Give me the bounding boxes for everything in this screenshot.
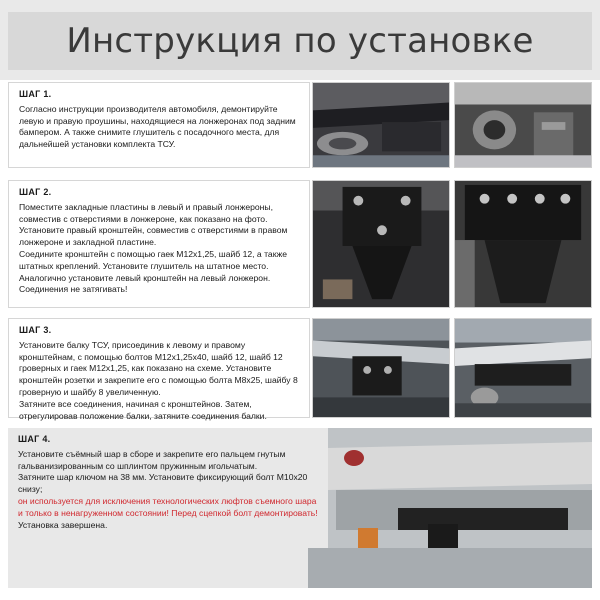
step-3-text xyxy=(8,318,310,421)
step-3-title: ШАГ 3. xyxy=(19,325,52,335)
step-1-line: Согласно инструкции производителя автомобиля, демонтируйте левую и правую проушины, находящиеся на лонжеронах под задним бампером. А также снимите глушитель с посадочного места, для дальнейшей установки комплекта ТСУ. xyxy=(19,103,296,150)
step-1 xyxy=(8,82,592,168)
step-2-title: ШАГ 2. xyxy=(19,187,52,197)
step-4-title: ШАГ 4. xyxy=(18,434,51,444)
step-3 xyxy=(8,318,592,421)
underbody-muffler-photo xyxy=(312,82,450,168)
step-2-line: Соединения не затягивать! xyxy=(19,284,128,295)
step-4-line: Затяните шар ключом на 38 мм. Установите фиксирующий болт М10х20 снизу; xyxy=(18,472,308,495)
step-2 xyxy=(8,180,592,308)
step-4 xyxy=(8,428,592,588)
step-3-line: Затяните все соединения, начиная с кронштейнов. Затем, отрегулировав положение балки, затяните соединения балки. xyxy=(19,398,267,421)
step-2-line: Установите правый кронштейн, совместив с отверстиями в правом лонжероне и закладной пластине. xyxy=(19,225,288,248)
step-2-line: Соедините кронштейн с помощью гаек М12х1,25, шайб 12, а также штатных креплений. Установите глушитель на штатное место. xyxy=(19,248,288,271)
step-1-title: ШАГ 1. xyxy=(19,89,52,99)
step-3-line: Установите балку ТСУ, присоединив к левому и правому кронштейнам, с помощью болтов М12х1,25х40, шайб 12, шайб 12 гроверных и гаек М12х1,25, как показано на схеме. Установите кронштейн розетки и закрепите его с помощью болта М8х25, шайбу 8 гроверную и шайбу 8 увеличенную. xyxy=(19,339,298,397)
step-2-line: Поместите закладные пластины в левый и правый лонжероны, совместив с отверстиями в лонжероне, как показано на фото. xyxy=(19,201,273,224)
page-title: Инструкция по установке xyxy=(66,21,534,61)
bracket-bolts-photo xyxy=(454,180,592,308)
header-banner xyxy=(8,12,592,70)
step-4-line: Установите съёмный шар в сборе и закрепите его пальцем гнутым гальванизированным со шплинтом пружинным игольчатым. xyxy=(18,448,286,471)
step-2-text xyxy=(8,180,310,308)
step-2-line: Аналогично установите левый кронштейн на левый лонжерон. xyxy=(19,272,271,283)
step-4-warning: он используется для исключения технологических люфтов съемного шара и только в ненагруженном состоянии! Перед сцепкой болт демонтировать! xyxy=(18,495,318,518)
step-4-text xyxy=(8,428,324,588)
step-4-final: Установка завершена. xyxy=(18,519,108,530)
step-1-text xyxy=(8,82,310,168)
beam-installed-photo xyxy=(454,318,592,418)
frame-rail-photo xyxy=(454,82,592,168)
beam-mount-photo xyxy=(312,318,450,418)
header xyxy=(0,0,600,80)
bracket-plate-photo xyxy=(312,180,450,308)
